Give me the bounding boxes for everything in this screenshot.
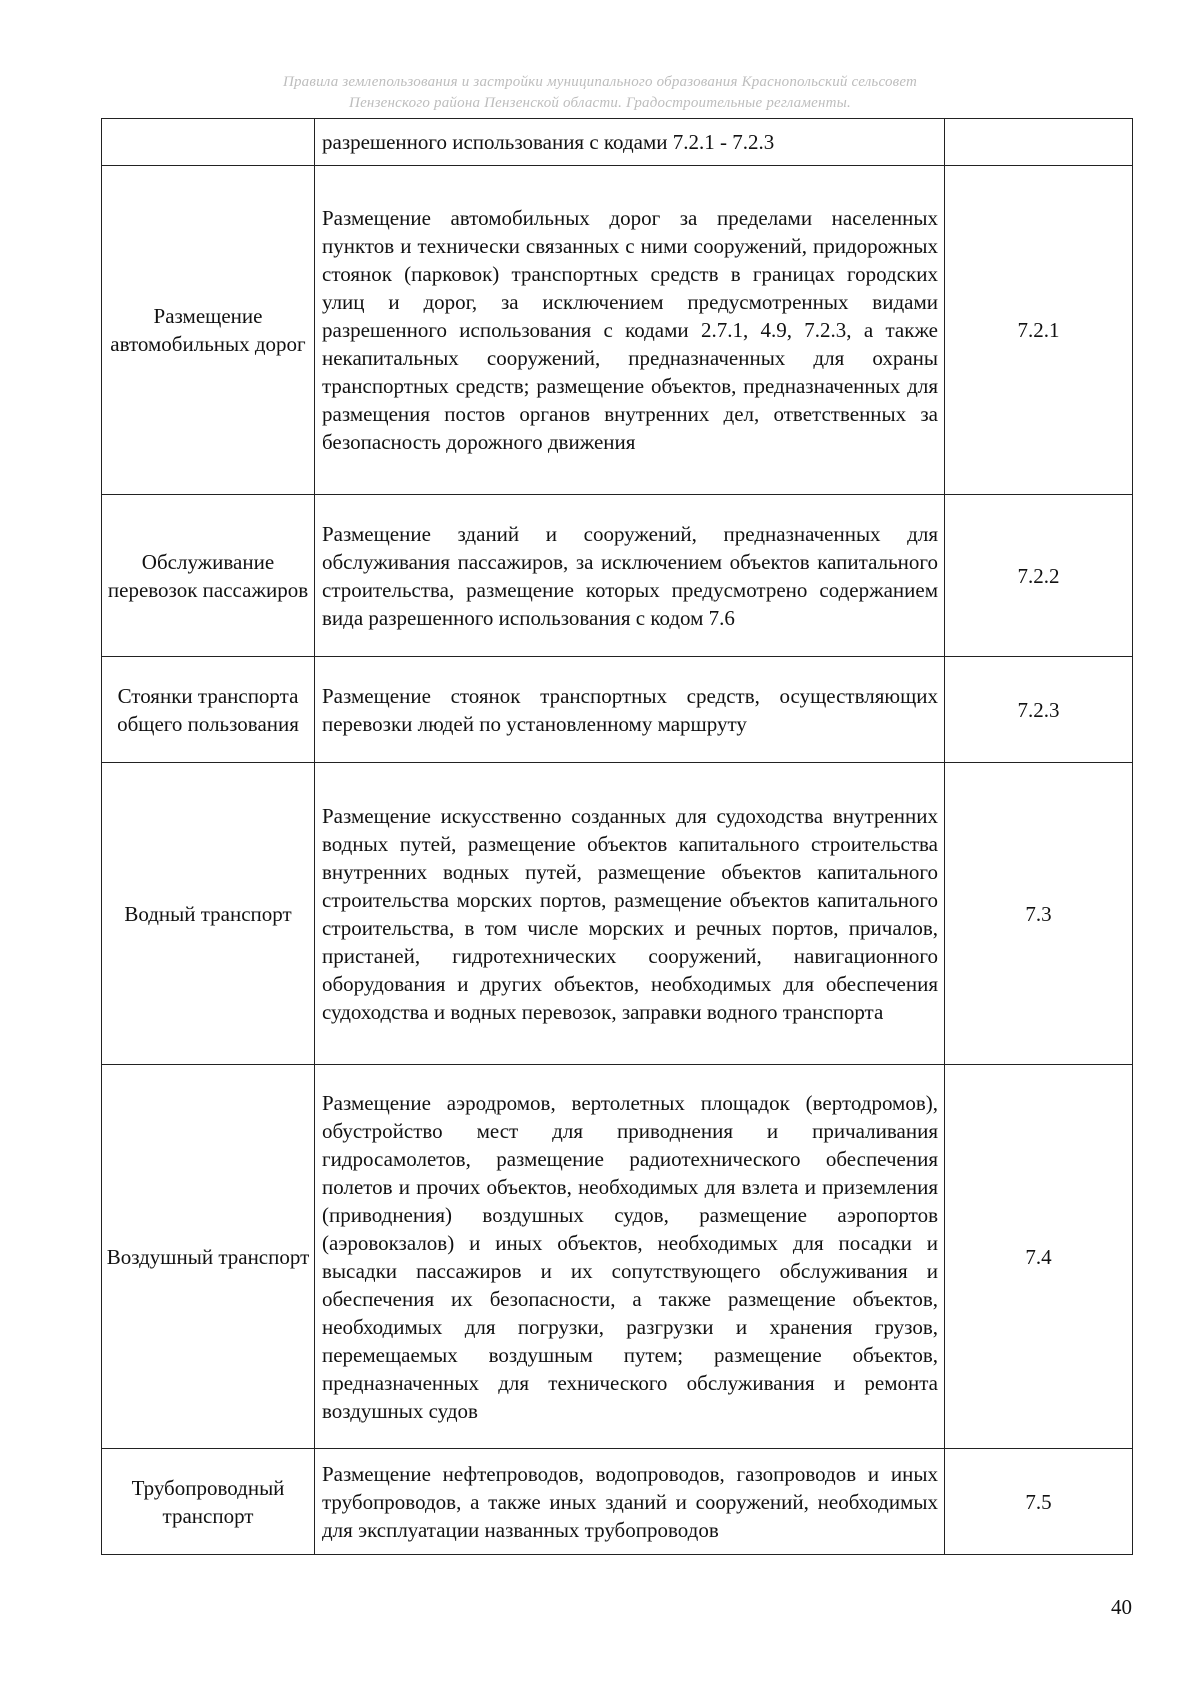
use-type-name: Воздушный транспорт: [102, 1065, 315, 1449]
use-type-description: Размещение зданий и сооружений, предназначенных для обслуживания пассажиров, за исключением объектов капитального строительства, размещение которых предусмотрено содержанием вида разрешенного использования с кодом 7.6: [315, 495, 945, 657]
use-type-code: 7.3: [945, 763, 1133, 1065]
table-row: [102, 119, 1133, 166]
use-type-code: 7.4: [945, 1065, 1133, 1449]
use-type-code: 7.2.3: [945, 657, 1133, 763]
header-line-1: Правила землепользования и застройки муниципального образования Краснопольский сельсовет: [282, 74, 918, 90]
use-type-description: Размещение автомобильных дорог за пределами населенных пунктов и технически связанных с ними сооружений, придорожных стоянок (парковок) транспортных средств в границах городских улиц и дорог, за исключением предусмотренных видами разрешенного использования с кодами 2.7.1, 4.9, 7.2.3, а также некапитальных сооружений, предназначенных для охраны транспортных средств; размещение объектов, предназначенных для размещения постов органов внутренних дел, ответственных за безопасность дорожного движения: [315, 166, 945, 495]
use-type-name: Размещение автомобильных дорог: [102, 166, 315, 495]
use-type-name: Водный транспорт: [102, 763, 315, 1065]
page-number: 40: [1111, 1595, 1132, 1619]
use-type-description: Размещение нефтепроводов, водопроводов, газопроводов и иных трубопроводов, а также иных зданий и сооружений, необходимых для эксплуатации названных трубопроводов: [315, 1449, 945, 1555]
table-row: [102, 657, 1133, 763]
table-row: [102, 495, 1133, 657]
use-type-name: Обслуживание перевозок пассажиров: [102, 495, 315, 657]
header-line-2: Пензенского района Пензенской области. Градостроительные регламенты.: [349, 95, 851, 111]
running-header: [100, 72, 1100, 114]
use-type-code: 7.2.2: [945, 495, 1133, 657]
use-type-name: Трубопроводный транспорт: [102, 1449, 315, 1555]
use-type-code: 7.5: [945, 1449, 1133, 1555]
table-row: [102, 1065, 1133, 1449]
use-type-code: [945, 119, 1133, 166]
use-type-description: Размещение искусственно созданных для судоходства внутренних водных путей, размещение объектов капитального строительства внутренних водных путей, размещение объектов капитального строительства морских портов, размещение объектов капитального строительства, в том числе морских и речных портов, причалов, пристаней, гидротехнических сооружений, навигационного оборудования и других объектов, необходимых для обеспечения судоходства и водных перевозок, заправки водного транспорта: [315, 763, 945, 1065]
use-type-description: Размещение аэродромов, вертолетных площадок (вертодромов), обустройство мест для приводнения и причаливания гидросамолетов, размещение радиотехнического обеспечения полетов и прочих объектов, необходимых для взлета и приземления (приводнения) воздушных судов, размещение аэропортов (аэровокзалов) и иных объектов, необходимых для посадки и высадки пассажиров и их сопутствующего обслуживания и обеспечения их безопасности, а также размещение объектов, необходимых для погрузки, разгрузки и хранения грузов, перемещаемых воздушным путем; размещение объектов, предназначенных для технического обслуживания и ремонта воздушных судов: [315, 1065, 945, 1449]
table-row: [102, 1449, 1133, 1555]
use-type-name: Стоянки транспорта общего пользования: [102, 657, 315, 763]
regulations-table: [101, 118, 1133, 1555]
use-type-description: Размещение стоянок транспортных средств, осуществляющих перевозки людей по установленному маршруту: [315, 657, 945, 763]
table-row: [102, 763, 1133, 1065]
table-row: [102, 166, 1133, 495]
use-type-description: разрешенного использования с кодами 7.2.1 - 7.2.3: [315, 119, 945, 166]
use-type-name: [102, 119, 315, 166]
use-type-code: 7.2.1: [945, 166, 1133, 495]
